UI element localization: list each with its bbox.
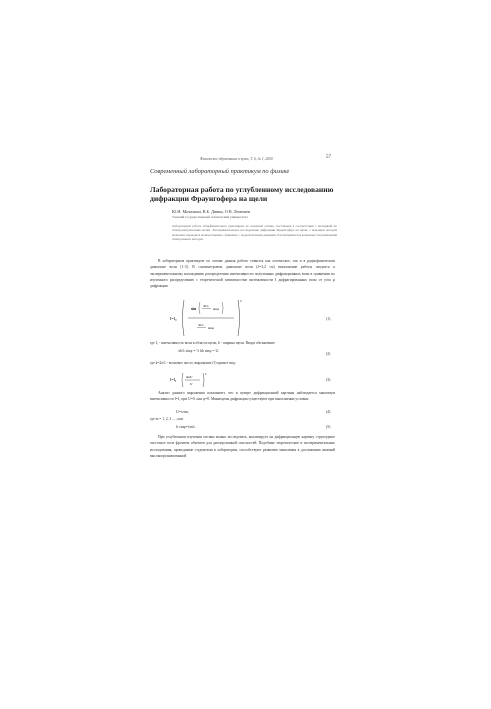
where-text-3: где m = 1, 2, 3 ... , или (150, 417, 184, 421)
eq3-lhs: I=I₀ (170, 377, 177, 382)
equation-4-number: (4) (326, 410, 331, 414)
eq1-sinphi: sinφ (213, 307, 219, 311)
eq1-pib-lambda: πb/λ (203, 304, 209, 308)
eq1-sinphi-2: sinφ (208, 326, 214, 330)
body-paragraph-2: Анализ данного выражения показывает, что в центре дифракционной картины наблюдается максимум интенсивности I=I₀ при U=0, или φ=0. Минимумы дифракции существуют при выполнении условия: (150, 391, 335, 402)
article-abstract: Лабораторная работа общефизического практикума по волновой оптике, поставлена в соответствии с методикой по спектрометрическим полям. Экспериментальное исследование дифракции Фраунгофера на щели, с помощью которой возможно проводить количественное сравнение с теоретическими данными. Рассматриваются возможности применения спектральных методов. (172, 224, 337, 241)
body-paragraph-1: В лабораторном практикуме по оптике данная работа ставится как логическое, так и в радиофизическом диапазоне волн [1-3]. В сантиметровом диапазоне волн (λ=3,2 см) выполнение работы сводится к экспериментальному нахождению распределения интенсивности полученных дифракционных волн в сравнении по изученного распределению с теоретической зависимостью интенсивности I дифрагированных волн от угла φ дифракции: (150, 259, 335, 289)
equation-3 (170, 372, 230, 388)
section-title: Современный лабораторный практикум по физике (150, 168, 290, 175)
eq3-exponent: 2 (205, 373, 207, 376)
eq1-exponent: 2 (240, 299, 242, 303)
running-head: Физическое образование в вузах, Т. 6, № 1, 2000 (200, 157, 273, 161)
page-number: 57 (326, 155, 331, 160)
eq3-U: U (190, 382, 193, 386)
article-title: Лабораторная работа по углубленному исследованию дифракции Фраунгофера на щели (150, 185, 334, 203)
equation-5: b·sinφ=±mλ. (176, 425, 196, 429)
where-text-1: где I₀ - интенсивность волн в области щели, b - ширина щели. Вводя обозначение (150, 341, 275, 345)
article-affiliation: Томский государственный технический университет (172, 215, 248, 219)
article-authors: Ю.И. Мочалкин, В.Б. Дивин, О.В. Лемешев (172, 209, 250, 214)
where-text-2: где k=2π/λ - волновое число, выражение (1) примет вид: (150, 361, 236, 365)
equation-1-number: (1) (326, 317, 331, 321)
body-paragraph-3: При углубленном изучении оптики можно исследовать, анализирует на дифракционную картину структурное частотное поле фронтом объектов для дисперсионной плоскостей. Подобные теоретические и экспериментальные исследования, проводимые студентами в лаборатории, способствуют развитию мышления к достижению явлений высокоорганизованной (150, 435, 335, 458)
eq3-sinU: sinU (186, 375, 193, 379)
equation-4: U=±πm, (176, 410, 189, 414)
equation-2-number: (2) (326, 352, 331, 356)
eq1-pib-lambda-2: πb/λ (198, 323, 204, 327)
equation-1 (170, 298, 290, 338)
eq1-sin: sin (191, 306, 196, 311)
equation-5-number: (5) (326, 425, 331, 429)
eq1-lhs: I=I₀ (170, 316, 177, 321)
equation-3-number: (3) (326, 378, 331, 382)
equation-2: πb/λ sinφ = ½ kb sinφ = U, (178, 349, 220, 353)
